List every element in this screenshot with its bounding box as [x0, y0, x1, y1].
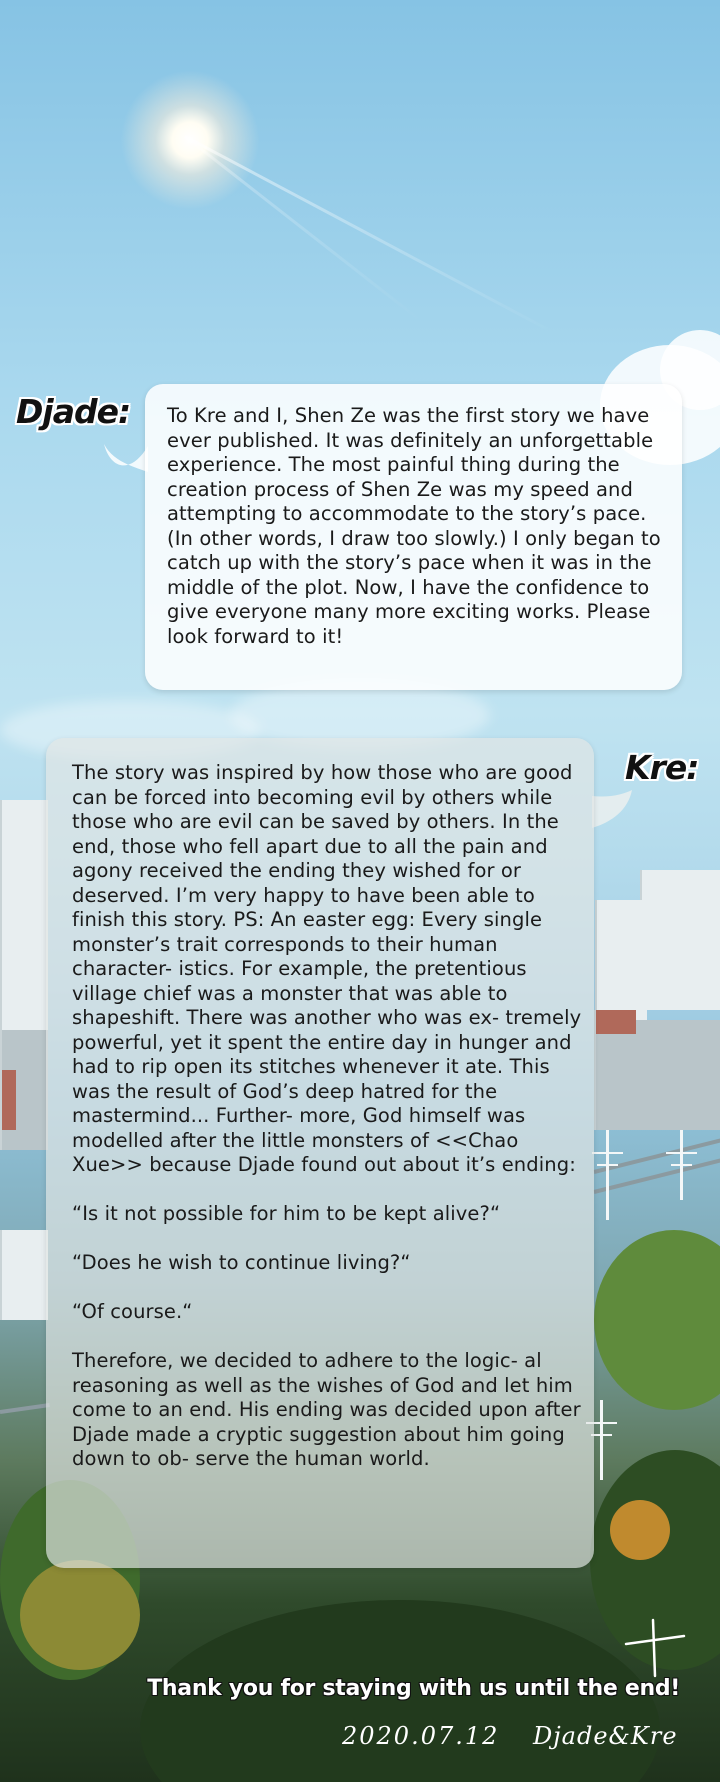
date-signature: 2020.07.12	[342, 1722, 500, 1750]
kre-paragraph: “Does he wish to continue living?“	[72, 1251, 411, 1274]
greenery	[20, 1560, 140, 1670]
greenery	[594, 1230, 720, 1410]
speech-bubble-djade	[145, 384, 682, 690]
building	[0, 1070, 16, 1130]
kre-paragraph: The story was inspired by how those who are good can be forced into becoming evil by others while those who are evil can be saved by others. In the end, those who fell apart due to all the pain and agony received the ending they wished for or deserved. I’m very happy to have been able to finish this story. PS: An easter egg: Every single monster’s trait corresponds to their human character- istics. For example, the pretentious village chief was a monster that was able to shapeshift. There was another who was ex- tremely powerful, yet it spent the entire day in hunger and had to rip open its stitches whenever it ate. This was the result of God’s deep hatred for the mastermind... Further- more, God himself was modelled after the little monsters of <<Chao Xue>> because Djade found out about it’s ending:	[72, 761, 582, 1176]
djade-message: To Kre and I, Shen Ze was the first story we have ever published. It was definitely an unforgettable experience. The most painful thing during the creation process of Shen Ze was my speed and attempting to accommodate to the story’s pace. (In other words, I draw too slowly.) I only began to catch up with the story’s pace when it was in the middle of the plot. Now, I have the confidence to give everyone many more exciting works. Please look forward to it!	[167, 404, 661, 648]
speaker-label-kre: Kre:	[625, 748, 699, 787]
thanks-message: Thank you for staying with us until the end!	[147, 1676, 680, 1701]
building	[594, 1020, 720, 1130]
speaker-label-djade: Djade:	[16, 392, 131, 431]
kre-paragraph: “Is it not possible for him to be kept alive?“	[72, 1202, 501, 1225]
sparkle-cross-icon	[620, 1618, 690, 1678]
power-pylon	[680, 1130, 683, 1200]
lens-flare	[184, 135, 556, 335]
railway	[594, 1154, 720, 1194]
kre-paragraph: Therefore, we decided to adhere to the logic- al reasoning as well as the wishes of God and let him come to an end. His ending was decided upon after Djade made a cryptic suggestion about him going down to ob- serve the human world.	[72, 1349, 581, 1470]
speech-bubble-kre	[46, 738, 594, 1568]
building	[594, 1010, 636, 1034]
building	[595, 900, 647, 1020]
building	[0, 800, 48, 1040]
greenery	[610, 1500, 670, 1560]
railway	[0, 1403, 50, 1414]
power-pylon	[600, 1400, 603, 1480]
lens-flare	[184, 135, 422, 322]
building	[0, 1230, 48, 1320]
authors-signature: Djade&Kre	[533, 1722, 678, 1750]
building	[640, 870, 720, 1010]
speech-bubble-tail	[590, 790, 636, 836]
power-pylon	[606, 1130, 609, 1220]
kre-paragraph: “Of course.“	[72, 1300, 193, 1323]
